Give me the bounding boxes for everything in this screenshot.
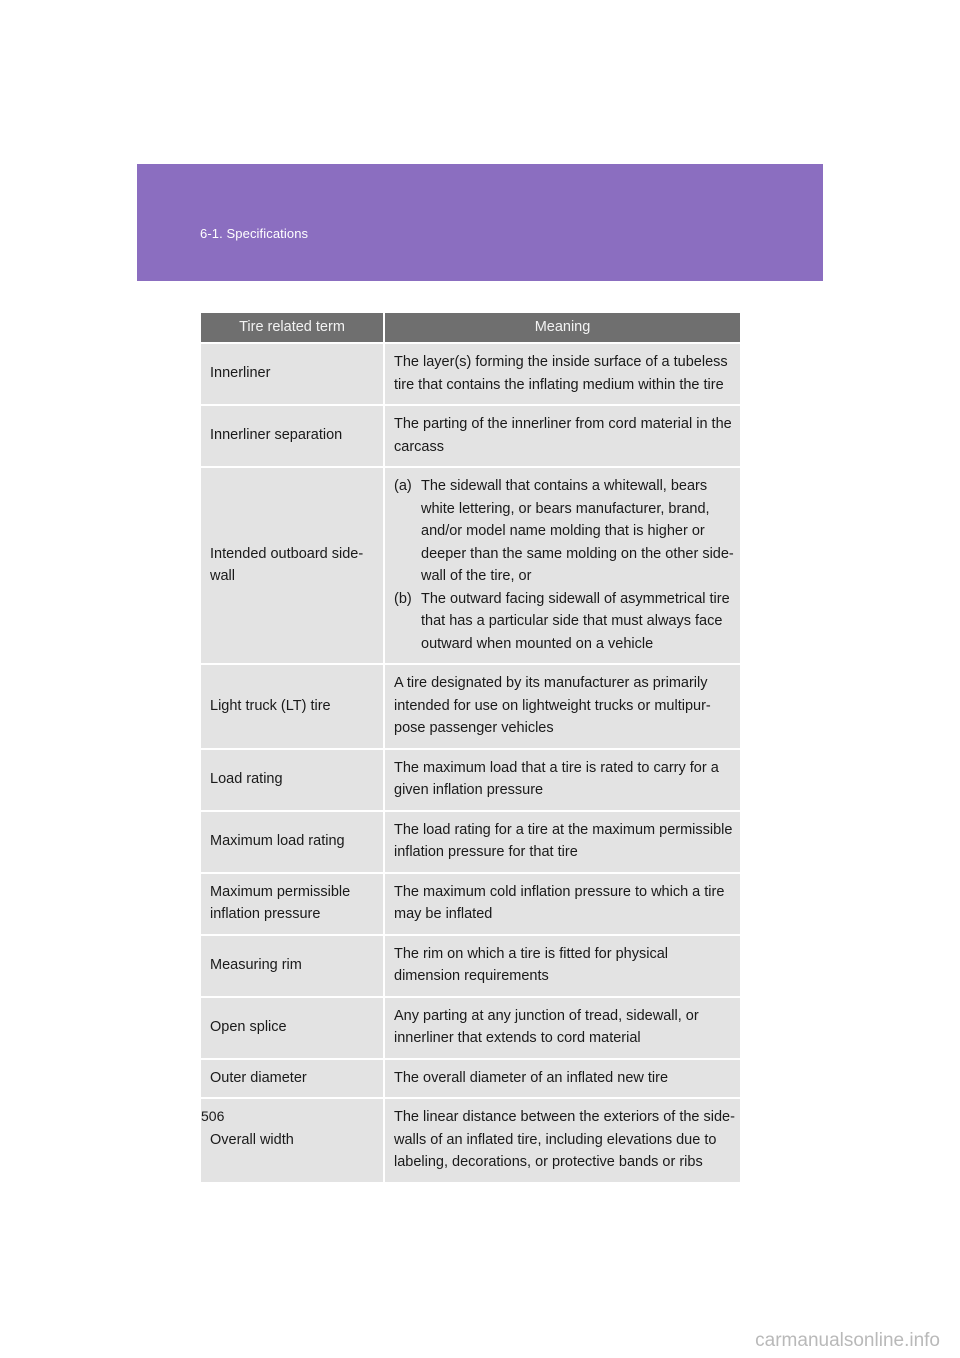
- tire-terms-table: [201, 311, 740, 1184]
- term-cell: Outer diameter: [201, 1060, 385, 1098]
- term-cell: Overall width: [201, 1099, 385, 1182]
- watermark-text: carmanualsonline.info: [755, 1330, 940, 1351]
- meaning-cell: The load rating for a tire at the maximum permissible inflation pressure for that tire: [385, 812, 740, 872]
- table-row: [201, 750, 740, 810]
- meaning-cell: The layer(s) forming the inside surface of a tubeless tire that contains the inflating medium within the tire: [385, 344, 740, 404]
- column-header-meaning: Meaning: [385, 313, 740, 342]
- table-row: [201, 468, 740, 663]
- term-cell: Intended outboard side-wall: [201, 468, 385, 663]
- table-row: [201, 812, 740, 872]
- term-cell: Measuring rim: [201, 936, 385, 996]
- list-item: [394, 475, 738, 588]
- meaning-cell: The rim on which a tire is fitted for physical dimension requirements: [385, 936, 740, 996]
- list-item-label: (b): [394, 590, 412, 607]
- table-row: [201, 665, 740, 748]
- list-item-label: (a): [394, 478, 412, 494]
- table-row: [201, 344, 740, 404]
- term-cell: Load rating: [201, 750, 385, 810]
- term-cell: Light truck (LT) tire: [201, 665, 385, 748]
- meaning-cell: The overall diameter of an inflated new tire: [385, 1060, 740, 1098]
- table-row: [201, 874, 740, 934]
- section-header-band: [137, 164, 823, 281]
- column-header-term: Tire related term: [201, 313, 385, 342]
- page-number: 506: [201, 1108, 225, 1124]
- term-cell: Open splice: [201, 998, 385, 1058]
- meaning-cell: [385, 468, 740, 663]
- list-item: [394, 588, 738, 656]
- meaning-cell: The maximum load that a tire is rated to carry for a given inflation pressure: [385, 750, 740, 810]
- table-row: [201, 406, 740, 466]
- term-cell: Maximum load rating: [201, 812, 385, 872]
- meaning-cell: A tire designated by its manufacturer as primarily intended for use on lightweight trucks or multipur-pose passenger vehicles: [385, 665, 740, 748]
- meaning-cell: Any parting at any junction of tread, sidewall, or innerliner that extends to cord material: [385, 998, 740, 1058]
- term-cell: Innerliner: [201, 344, 385, 404]
- meaning-cell: The maximum cold inflation pressure to which a tire may be inflated: [385, 874, 740, 934]
- list-item-text: The sidewall that contains a whitewall, bears white lettering, or bears manufacturer, brand, and/or model name molding that is higher or deeper than the same molding on the other side-wall of the tire, or: [421, 478, 734, 584]
- table-row: [201, 1060, 740, 1098]
- table-row: [201, 1099, 740, 1182]
- list-item-text: The outward facing sidewall of asymmetrical tire that has a particular side that must always face outward when mounted on a vehicle: [421, 590, 730, 652]
- table-header-row: [201, 313, 740, 342]
- section-title: 6-1. Specifications: [200, 226, 309, 241]
- term-cell: Innerliner separation: [201, 406, 385, 466]
- term-cell: Maximum permissible inflation pressure: [201, 874, 385, 934]
- meaning-cell: The parting of the innerliner from cord material in the carcass: [385, 406, 740, 466]
- table-row: [201, 936, 740, 996]
- table-row: [201, 998, 740, 1058]
- meaning-cell: The linear distance between the exteriors of the side-walls of an inflated tire, including elevations due to labeling, decorations, or protective bands or ribs: [385, 1099, 740, 1182]
